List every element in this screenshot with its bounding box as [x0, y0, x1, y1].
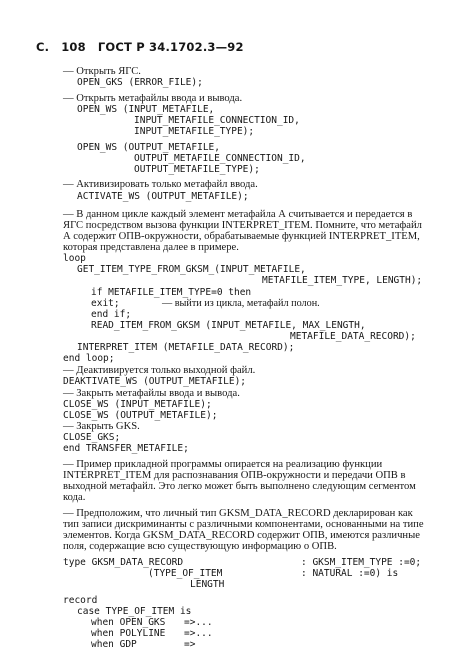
- code-line: =>...: [184, 628, 213, 639]
- text-line: — В данном цикле каждый элемент метафайла А считывается и передается в: [63, 209, 413, 220]
- text-line: — Предположим, что личный тип GKSM_DATA_RECORD декларирован как: [63, 508, 413, 519]
- text-line: которая представлена далее в примере.: [63, 242, 239, 253]
- code-line: OPEN_WS (INPUT_METAFILE,: [77, 104, 215, 115]
- text-line: кода.: [63, 492, 86, 503]
- code-line: =>: [184, 639, 196, 650]
- standard-designation: ГОСТ Р 34.1702.3—92: [97, 40, 244, 54]
- code-line: ACTIVATE_WS (OUTPUT_METAFILE);: [77, 191, 249, 202]
- code-line: case TYPE_OF_ITEM is: [77, 606, 192, 617]
- code-line: loop: [63, 253, 86, 264]
- text-line: поля, содержащие всю существующую информацию о ОПВ.: [63, 541, 337, 552]
- code-line: OPEN_WS (OUTPUT_METAFILE,: [77, 142, 220, 153]
- code-line: OPEN_GKS (ERROR_FILE);: [77, 77, 203, 88]
- header-letter: С.: [36, 40, 50, 54]
- text-line: элементов. Когда GKSM_DATA_RECORD содержит ОПВ, имеются различные: [63, 530, 420, 541]
- code-line: : NATURAL :=0) is: [301, 568, 399, 579]
- code-line: DEAKTIVATE_WS (OUTPUT_METAFILE);: [63, 376, 247, 387]
- code-line: CLOSE_WS (INPUT_METAFILE);: [63, 399, 212, 410]
- code-line: record: [63, 595, 98, 606]
- code-line: type GKSM_DATA_RECORD: [63, 557, 184, 568]
- text-line: — Активизировать только метафайл ввода.: [63, 179, 258, 190]
- code-line: METAFILE_DATA_RECORD);: [290, 331, 416, 342]
- code-line: CLOSE_GKS;: [63, 432, 121, 443]
- code-line: INPUT_METAFILE_CONNECTION_ID,: [134, 115, 300, 126]
- page-header: [36, 40, 256, 54]
- text-line: — Деактивируется только выходной файл.: [63, 365, 256, 376]
- text-line: ЯГС посредством вызова функции INTERPRET_ITEM. Помните, что метафайл: [63, 220, 422, 231]
- code-line: CLOSE_WS (OUTPUT_METAFILE);: [63, 410, 218, 421]
- code-line: LENGTH: [190, 579, 225, 590]
- code-line: : GKSM_ITEM_TYPE :=0;: [301, 557, 422, 568]
- text-line: — Открыть ЯГС.: [63, 66, 141, 77]
- text-line: А содержит ОПВ-окружности, обрабатываемые функцией INTERPRET_ITEM,: [63, 231, 420, 242]
- code-line: when OPEN_GKS: [91, 617, 166, 628]
- text-line: тип записи дискриминанты с различными компонентами, основанными на типе: [63, 519, 424, 530]
- text-line: — выйти из цикла, метафайл полон.: [162, 298, 320, 309]
- code-line: (TYPE_OF_ITEM: [148, 568, 223, 579]
- code-line: METAFILE_ITEM_TYPE, LENGTH);: [262, 275, 423, 286]
- code-line: READ_ITEM_FROM_GKSM (INPUT_METAFILE, MAX_LENGTH,: [91, 320, 366, 331]
- code-line: OUTPUT_METAFILE_TYPE);: [134, 164, 260, 175]
- text-line: — Открыть метафайлы ввода и вывода.: [63, 93, 243, 104]
- text-line: — Пример прикладной программы опирается на реализацию функции: [63, 459, 383, 470]
- code-line: when GDP: [91, 639, 137, 650]
- text-line: выходной метафайл. Это легко может быть выполнено следующим сегментом: [63, 481, 416, 492]
- code-line: exit;: [91, 298, 120, 309]
- code-line: INPUT_METAFILE_TYPE);: [134, 126, 255, 137]
- code-line: end if;: [91, 309, 132, 320]
- code-line: OUTPUT_METAFILE_CONNECTION_ID,: [134, 153, 306, 164]
- text-line: INTERPRET_ITEM для распознавания ОПВ-окружности и передачи ОПВ в: [63, 470, 406, 481]
- code-line: if METAFILE_ITEM_TYPE=0 then: [91, 287, 252, 298]
- code-line: when POLYLINE: [91, 628, 166, 639]
- text-line: — Закрыть метафайлы ввода и вывода.: [63, 388, 240, 399]
- code-line: end loop;: [63, 353, 115, 364]
- text-line: — Закрыть GKS.: [63, 421, 140, 432]
- code-line: INTERPRET_ITEM (METAFILE_DATA_RECORD);: [77, 342, 295, 353]
- code-line: end TRANSFER_METAFILE;: [63, 443, 189, 454]
- code-line: GET_ITEM_TYPE_FROM_GKSM_(INPUT_METAFILE,: [77, 264, 306, 275]
- code-line: =>...: [184, 617, 213, 628]
- page-number: 108: [61, 40, 86, 54]
